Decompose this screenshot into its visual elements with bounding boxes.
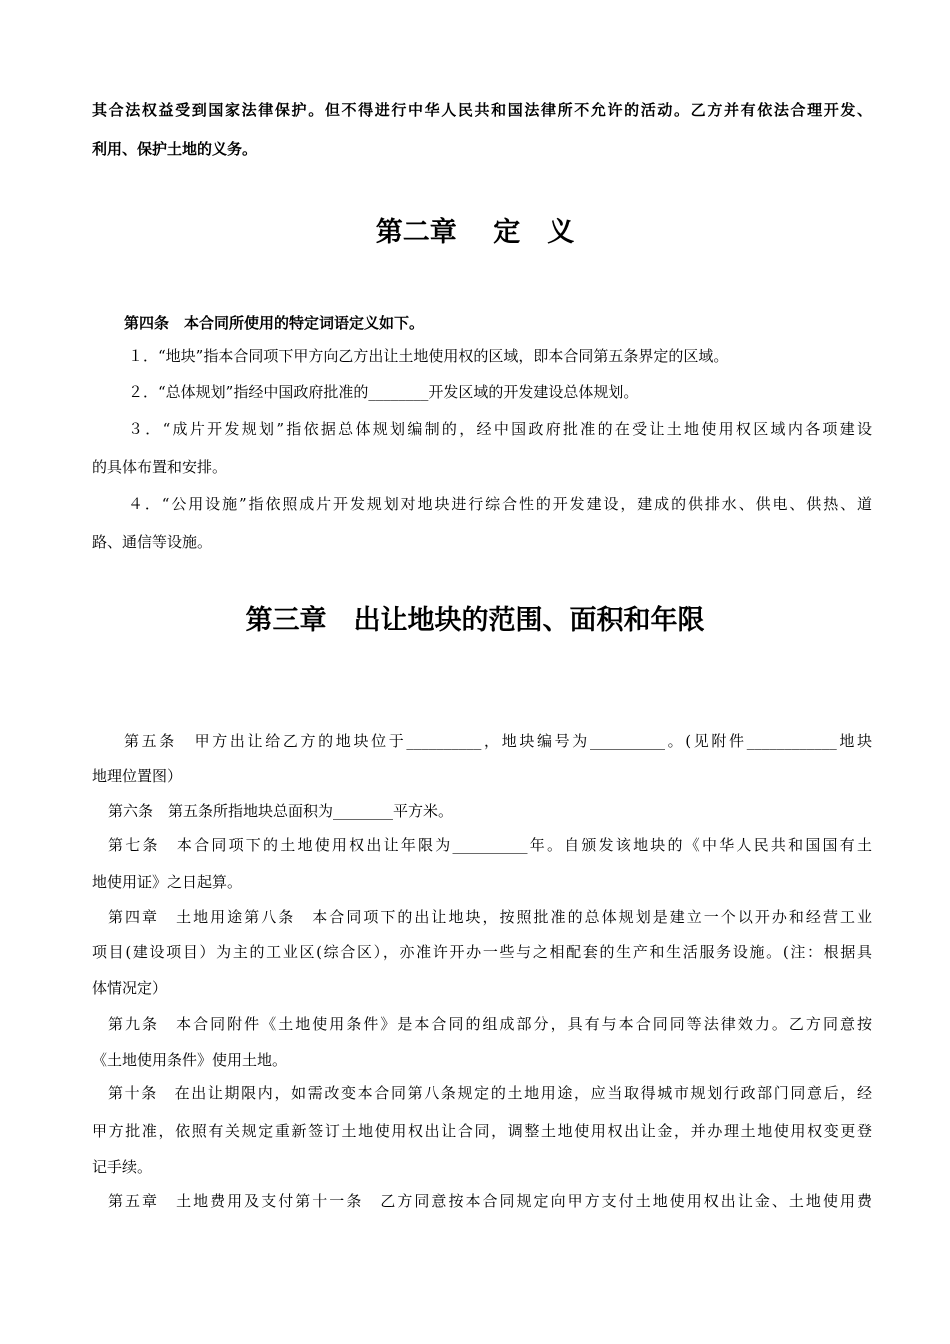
article-9-line-2: 《土地使用条件》使用土地。 (92, 1051, 288, 1069)
article-4-heading: 第四条 本合同所使用的特定词语定义如下。 (124, 314, 425, 332)
definition-item-3-line-1: ３．“成片开发规划”指依据总体规划编制的，经中国政府批准的在受让土地使用权区域内各项建设 (128, 420, 872, 438)
article-5-line-2: 地理位置图） (92, 767, 183, 785)
chapter-3-title: 第三章 出让地块的范围、面积和年限 (245, 605, 705, 636)
article-9-line-1: 第九条 本合同附件《土地使用条件》是本合同的组成部分，具有与本合同同等法律效力。乙方同意按 (108, 1015, 872, 1033)
definition-item-3-line-2: 的具体布置和安排。 (92, 458, 228, 476)
intro-line-1: 其合法权益受到国家法律保护。但不得进行中华人民共和国法律所不允许的活动。乙方并有依法合理开发、 (92, 101, 872, 119)
article-6: 第六条 第五条所指地块总面积为________平方米。 (108, 802, 454, 820)
article-7-line-1: 第七条 本合同项下的土地使用权出让年限为__________年。自颁发该地块的《中华人民共和国国有土 (108, 836, 872, 854)
definition-item-4-line-1: ４．“公用设施”指依照成片开发规划对地块进行综合性的开发建设，建成的供排水、供电、供热、道 (128, 495, 872, 513)
article-10-line-3: 记手续。 (92, 1158, 153, 1176)
article-8-line-3: 体情况定） (92, 979, 168, 997)
definition-item-1: １．“地块”指本合同项下甲方向乙方出让土地使用权的区域，即本合同第五条界定的区域。 (128, 347, 729, 365)
article-10-line-1: 第十条 在出让期限内，如需改变本合同第八条规定的土地用途，应当取得城市规划行政部门同意后，经 (108, 1084, 872, 1102)
chapter-2-title: 第二章 定 义 (375, 217, 575, 248)
article-5-line-1: 第五条 甲方出让给乙方的地块位于__________，地块编号为__________。(见附件____________地块 (124, 732, 872, 750)
article-7-line-2: 地使用证》之日起算。 (92, 873, 243, 891)
definition-item-4-line-2: 路、通信等设施。 (92, 533, 213, 551)
article-8-line-2: 项目(建设项目）为主的工业区(综合区），亦准许开办一些与之相配套的生产和生活服务设施。(注：根据具 (92, 943, 872, 961)
article-11-line-1: 第五章 土地费用及支付第十一条 乙方同意按本合同规定向甲方支付土地使用权出让金、土地使用费 (108, 1192, 872, 1210)
article-8-line-1: 第四章 土地用途第八条 本合同项下的出让地块，按照批准的总体规划是建立一个以开办和经营工业 (108, 908, 872, 926)
definition-item-2: ２．“总体规划”指经中国政府批准的________开发区域的开发建设总体规划。 (128, 383, 639, 401)
article-10-line-2: 甲方批准，依照有关规定重新签订土地使用权出让合同，调整土地使用权出让金，并办理土地使用权变更登 (92, 1122, 872, 1140)
intro-line-2: 利用、保护土地的义务。 (92, 140, 258, 158)
